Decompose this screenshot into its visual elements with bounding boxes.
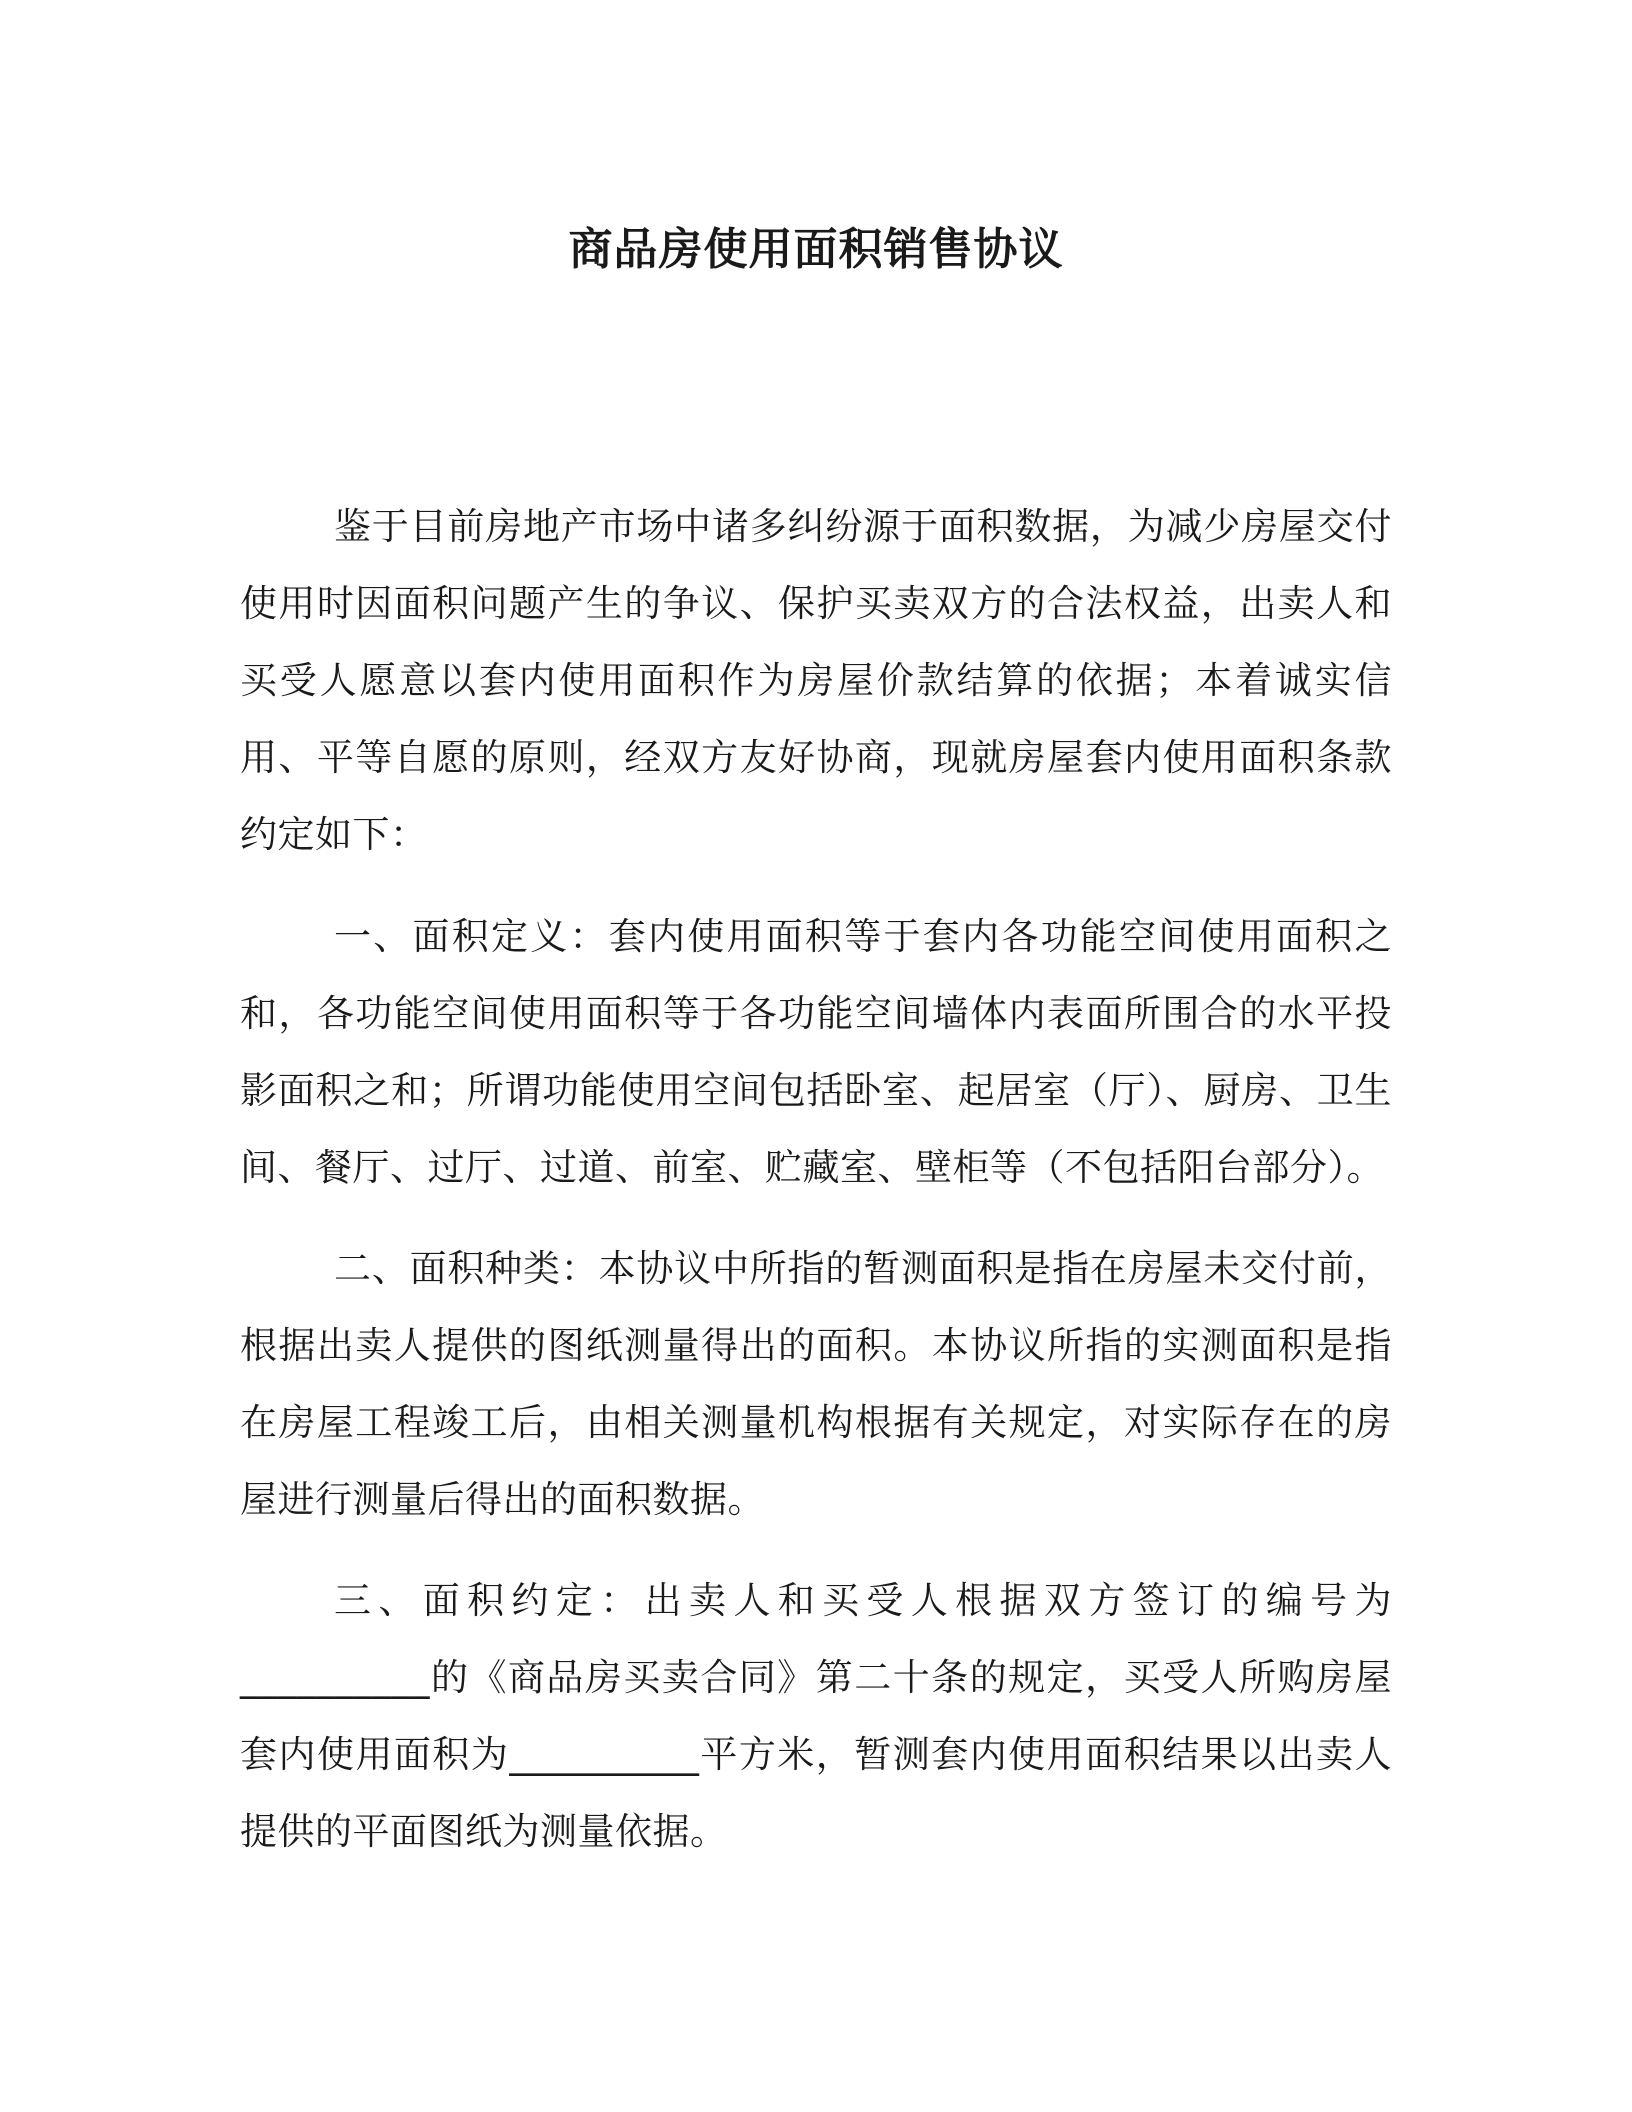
document-title: 商品房使用面积销售协议 (568, 224, 1064, 275)
paragraph-area-agreement (240, 1562, 1392, 1870)
paragraph-area-types (240, 1230, 1392, 1538)
paragraph-area-definition (240, 898, 1392, 1206)
paragraph-preamble (240, 488, 1392, 873)
paragraph-text: 鉴于目前房地产市场中诸多纠纷源于面积数据，为减少房屋交付使用时因面积问题产生的争议、保护买卖双方的合法权益，出卖人和买受人愿意以套内使用面积作为房屋价款结算的依据；本着诚实信用、平等自愿的原则，经双方友好协商，现就房屋套内使用面积条款约定如下： (240, 505, 1392, 856)
paragraph-text: 一、面积定义：套内使用面积等于套内各功能空间使用面积之和，各功能空间使用面积等于各功能空间墙体内表面所围合的水平投影面积之和；所谓功能使用空间包括卧室、起居室（厅）、厨房、卫生间、餐厅、过厅、过道、前室、贮藏室、壁柜等（不包括阳台部分）。 (240, 915, 1392, 1189)
paragraph-text: 三、面积约定：出卖人和买受人根据双方签订的编号为__________的《商品房买卖合同》第二十条的规定，买受人所购房屋套内使用面积为__________平方米，暂测套内使用面积结果以出卖人提供的平面图纸为测量依据。 (240, 1579, 1392, 1853)
paragraph-text: 二、面积种类：本协议中所指的暂测面积是指在房屋未交付前，根据出卖人提供的图纸测量得出的面积。本协议所指的实测面积是指在房屋工程竣工后，由相关测量机构根据有关规定，对实际存在的房屋进行测量后得出的面积数据。 (240, 1247, 1392, 1521)
